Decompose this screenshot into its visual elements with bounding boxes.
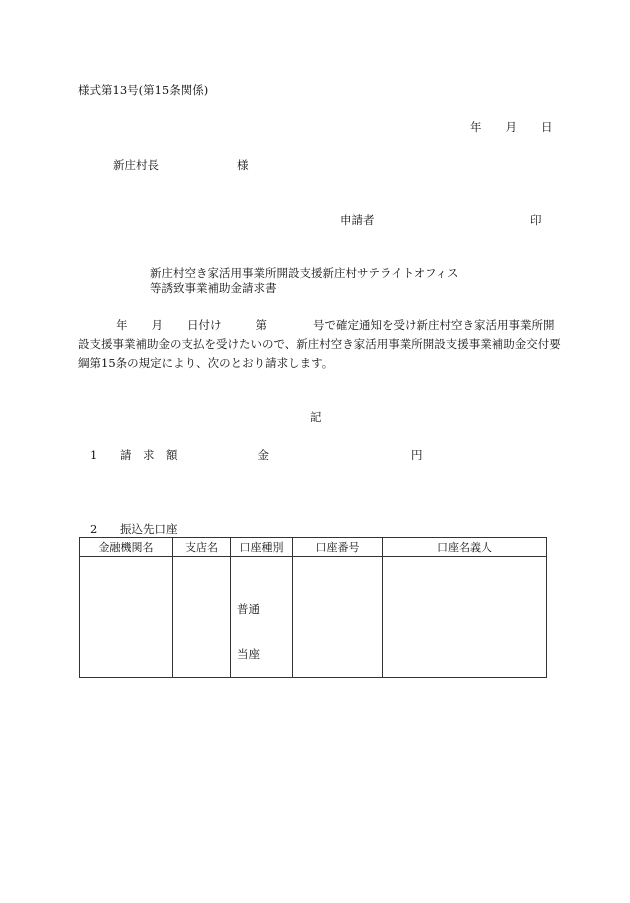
request-body: [78, 316, 562, 373]
addressee-name: 新庄村長: [113, 158, 159, 172]
account-number-cell[interactable]: [293, 557, 383, 678]
table-header-row: [80, 538, 547, 557]
item-bank-account: [90, 521, 178, 537]
date-day: 日: [541, 120, 553, 134]
item-request-amount: [90, 447, 423, 463]
applicant-label: 申請者: [340, 213, 375, 227]
body-no-prefix: 第: [255, 318, 267, 332]
item1-label: 請 求 額: [120, 448, 178, 462]
ki-heading: 記: [310, 410, 322, 424]
account-type-current[interactable]: 当座: [237, 647, 260, 661]
seal-mark: 印: [530, 213, 542, 227]
date-year: 年: [470, 120, 482, 134]
item1-number: 1: [90, 448, 98, 462]
addressee: [113, 157, 249, 173]
header-account-type: 口座種別: [231, 538, 293, 557]
account-type-cell[interactable]: [231, 557, 293, 678]
form-number-label: 様式第13号(第15条関係): [78, 83, 209, 97]
date-month: 月: [505, 120, 517, 134]
account-holder-cell[interactable]: [383, 557, 547, 678]
header-bank-name: 金融機関名: [80, 538, 173, 557]
document-title: [150, 266, 459, 296]
header-account-holder: 口座名義人: [383, 538, 547, 557]
title-line-2: 等誘致事業補助金請求書: [150, 281, 277, 295]
body-text-2: 所開設支援事業補助金の支払を受けたいので、新庄村空き家活用事業所開設支援事業補助金交付要綱第15条の規定により、次のとおり請求します。: [78, 318, 561, 370]
body-month: 月: [151, 318, 163, 332]
table-row: [80, 557, 547, 678]
bank-account-table: [79, 537, 547, 678]
bank-name-cell[interactable]: [80, 557, 173, 678]
addressee-honorific: 様: [237, 158, 249, 172]
header-branch-name: 支店名: [173, 538, 231, 557]
item2-number: 2: [90, 522, 98, 536]
item2-label: 振込先口座: [120, 522, 178, 536]
account-type-ordinary[interactable]: 普通: [237, 602, 260, 616]
title-line-1: 新庄村空き家活用事業所開設支援新庄村サテライトオフィス: [150, 266, 459, 280]
header-account-number: 口座番号: [293, 538, 383, 557]
branch-name-cell[interactable]: [173, 557, 231, 678]
body-dated: 日付け: [187, 318, 222, 332]
body-text-1: 号で確定通知を受け新庄村空き家活用事業: [313, 318, 532, 332]
item1-yen: 円: [411, 448, 423, 462]
date-line: [470, 119, 553, 135]
item1-kane: 金: [257, 448, 269, 462]
body-year: 年: [116, 318, 128, 332]
